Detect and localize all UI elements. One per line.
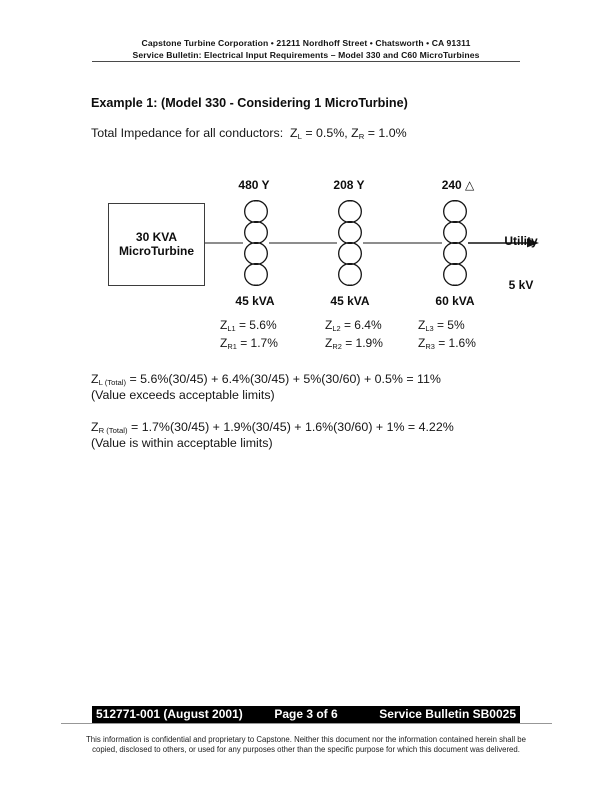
zl2-value: $Z_{L2} = 6.4\%$ xyxy=(325,318,382,333)
microturbine-box-line1: 30 KVA xyxy=(135,230,178,244)
microturbine-box-line2: MicroTurbine xyxy=(118,243,195,258)
footer-divider xyxy=(61,723,552,724)
transformer-2-coil-icon xyxy=(348,201,361,286)
zl3-value: $Z_{L3} = 5\%$ xyxy=(418,318,465,333)
header-divider xyxy=(92,61,520,62)
footer-doc-number: 512771-001 (August 2001) xyxy=(96,707,243,721)
header-address-line: Capstone Turbine Corporation • 21211 Nordhoff Street • Chatsworth • CA 91311 xyxy=(141,38,471,48)
kva-label-t1: 45 kVA xyxy=(235,294,275,308)
zr2-value: $Z_{R2} = 1.9\%$ xyxy=(325,336,383,351)
disclaimer-line2: copied, disclosed to others, or used for any purposes other than the specific purpose for which this document was delivered. xyxy=(92,745,520,755)
zr-total-equation: $Z_{R (Total)} = 1.7\%(30/45) + 1.9\%(30/45) + 1.6\%(30/60) + 1\% = 4.22\%$ xyxy=(91,420,454,435)
header-bulletin-line: Service Bulletin: Electrical Input Requirements – Model 330 and C60 MicroTurbines xyxy=(132,50,480,60)
voltage-label-208y: 208 Y xyxy=(333,178,365,192)
transformer-3-coil-icon xyxy=(453,201,466,286)
disclaimer-line1: This information is confidential and proprietary to Capstone. Neither this document nor the information contained herein shall be xyxy=(86,735,526,744)
zl1-value: $Z_{L1} = 5.6\%$ xyxy=(220,318,277,333)
footer-page-indicator: Page 3 of 6 xyxy=(274,707,338,721)
total-impedance-line: Total Impedance for all conductors: $Z_L = 0.5\%$, $Z_R = 1.0\%$ xyxy=(91,126,407,141)
zr-total-note: (Value is within acceptable limits) xyxy=(91,436,273,450)
footer-bulletin-number: Service Bulletin SB0025 xyxy=(379,707,516,721)
transformer-1-coil-icon xyxy=(254,201,267,286)
microturbine-box xyxy=(108,203,205,286)
utility-label-line2: 5 kV xyxy=(508,277,534,292)
utility-label-line1: Utility xyxy=(504,234,538,248)
circuit-diagram xyxy=(0,170,612,375)
zr1-value: $Z_{R1} = 1.7\%$ xyxy=(220,336,278,351)
kva-label-t3: 60 kVA xyxy=(435,294,475,308)
voltage-label-240d: 240 △ xyxy=(441,178,475,192)
zl-total-note: (Value exceeds acceptable limits) xyxy=(91,388,275,402)
kva-label-t2: 45 kVA xyxy=(330,294,370,308)
footer-bar xyxy=(92,706,520,723)
voltage-label-480y: 480 Y xyxy=(238,178,270,192)
zl-total-equation: $Z_{L (Total)} = 5.6\%(30/45) + 6.4\%(30/45) + 5\%(30/60) + 0.5\% = 11\%$ xyxy=(91,372,441,387)
zr3-value: $Z_{R3} = 1.6\%$ xyxy=(418,336,476,351)
example-title: Example 1: (Model 330 - Considering 1 MicroTurbine) xyxy=(91,96,408,110)
confidentiality-disclaimer xyxy=(33,735,579,756)
utility-label xyxy=(504,205,537,321)
